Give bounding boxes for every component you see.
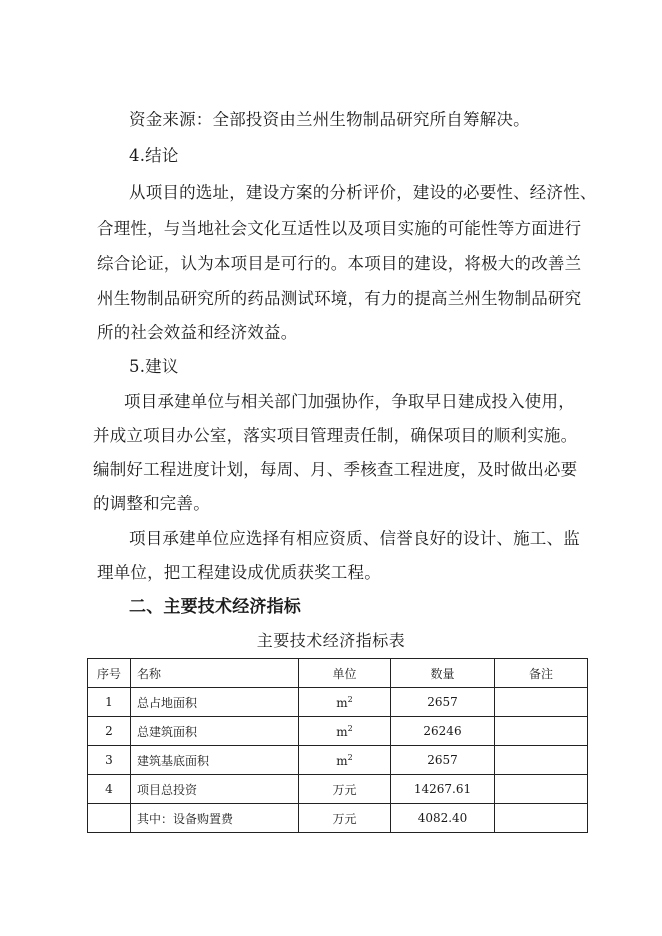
unit-base: m bbox=[336, 724, 348, 739]
cell-no: 1 bbox=[88, 688, 131, 717]
unit-base: 万元 bbox=[332, 782, 357, 797]
cell-name: 其中：设备购置费 bbox=[131, 804, 299, 833]
section-4-title: 4.结论 bbox=[129, 146, 179, 165]
cell-unit bbox=[299, 775, 391, 804]
suggestion2-line: 理单位，把工程建设成优质获奖工程。 bbox=[97, 563, 381, 582]
cell-note bbox=[495, 746, 588, 775]
cell-name: 建筑基底面积 bbox=[131, 746, 299, 775]
suggestion-line: 并成立项目办公室，落实项目管理责任制，确保项目的顺利实施。 bbox=[93, 426, 578, 445]
cell-note bbox=[495, 775, 588, 804]
cell-quantity: 14267.61 bbox=[391, 775, 495, 804]
unit-superscript: 2 bbox=[347, 723, 353, 733]
table-row bbox=[88, 775, 588, 804]
cell-no: 4 bbox=[88, 775, 131, 804]
cell-quantity: 2657 bbox=[391, 746, 495, 775]
unit-base: 万元 bbox=[332, 811, 357, 826]
unit-superscript: 2 bbox=[347, 752, 353, 762]
cell-name: 项目总投资 bbox=[131, 775, 299, 804]
table-row bbox=[88, 717, 588, 746]
suggestion-line: 项目承建单位与相关部门加强协作，争取早日建成投入使用， bbox=[124, 392, 575, 411]
header-no: 序号 bbox=[88, 659, 131, 688]
cell-no: 3 bbox=[88, 746, 131, 775]
cell-quantity: 26246 bbox=[391, 717, 495, 746]
unit-base: m bbox=[336, 753, 348, 768]
cell-note bbox=[495, 804, 588, 833]
table-header-row bbox=[88, 659, 588, 688]
cell-unit bbox=[299, 688, 391, 717]
conclusion-line: 综合论证，认为本项目是可行的。本项目的建设，将极大的改善兰 bbox=[97, 254, 582, 273]
cell-no bbox=[88, 804, 131, 833]
cell-unit bbox=[299, 746, 391, 775]
cell-note bbox=[495, 688, 588, 717]
cell-quantity: 4082.40 bbox=[391, 804, 495, 833]
cell-no: 2 bbox=[88, 717, 131, 746]
table-row bbox=[88, 746, 588, 775]
header-unit: 单位 bbox=[299, 659, 391, 688]
header-note: 备注 bbox=[495, 659, 588, 688]
table-row bbox=[88, 804, 588, 833]
conclusion-line: 所的社会效益和经济效益。 bbox=[97, 323, 298, 342]
cell-quantity: 2657 bbox=[391, 688, 495, 717]
conclusion-line: 合理性，与当地社会文化互适性以及项目实施的可能性等方面进行 bbox=[97, 219, 582, 238]
suggestion-line: 的调整和完善。 bbox=[93, 494, 210, 513]
unit-superscript: 2 bbox=[347, 694, 353, 704]
suggestion2-line: 项目承建单位应选择有相应资质、信誉良好的设计、施工、监 bbox=[129, 529, 580, 548]
suggestion-line: 编制好工程进度计划，每周、月、季核查工程进度，及时做出必要 bbox=[93, 460, 578, 479]
cell-unit bbox=[299, 717, 391, 746]
conclusion-line: 州生物制品研究所的药品测试环境，有力的提高兰州生物制品研究 bbox=[97, 289, 582, 308]
cell-name: 总建筑面积 bbox=[131, 717, 299, 746]
indicators-table bbox=[87, 658, 588, 833]
cell-name: 总占地面积 bbox=[131, 688, 299, 717]
unit-base: m bbox=[336, 695, 348, 710]
cell-note bbox=[495, 717, 588, 746]
section-2-heading: 二、主要技术经济指标 bbox=[129, 597, 301, 617]
section-5-title: 5.建议 bbox=[129, 357, 179, 376]
funding-source-text: 资金来源：全部投资由兰州生物制品研究所自筹解决。 bbox=[129, 110, 530, 129]
cell-unit bbox=[299, 804, 391, 833]
header-name: 名称 bbox=[131, 659, 299, 688]
conclusion-line: 从项目的选址，建设方案的分析评价，建设的必要性、经济性、 bbox=[129, 183, 597, 202]
table-caption: 主要技术经济指标表 bbox=[256, 631, 406, 650]
header-quantity: 数量 bbox=[391, 659, 495, 688]
table-row bbox=[88, 688, 588, 717]
